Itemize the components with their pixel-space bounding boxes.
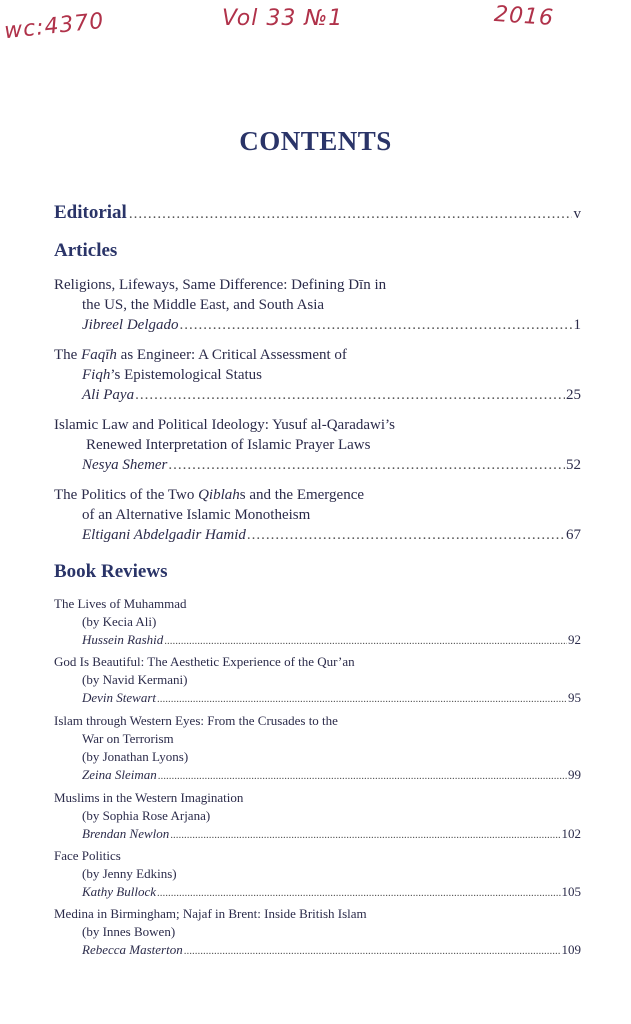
dot-leader — [157, 884, 560, 902]
page-number: 102 — [561, 826, 581, 841]
dot-leader — [129, 206, 572, 223]
page-number: 52 — [566, 457, 581, 473]
review-book-author: (by Navid Kermani) — [82, 672, 188, 687]
title-text: s and the Emergence — [239, 487, 365, 503]
dot-leader — [157, 690, 567, 708]
article-author-row — [54, 385, 581, 405]
page-number: 105 — [561, 884, 581, 899]
review-entry[interactable] — [54, 595, 581, 650]
review-entry[interactable] — [54, 905, 581, 960]
dot-leader — [168, 455, 565, 475]
reviewer-name: Rebecca Masterton — [82, 942, 183, 957]
article-entry[interactable] — [54, 485, 581, 545]
article-author-row — [54, 455, 581, 475]
dot-leader — [135, 385, 565, 405]
article-title-line: Religions, Lifeways, Same Difference: Defining Dīn in — [54, 277, 387, 293]
page-number: 92 — [568, 632, 581, 647]
page-number: 95 — [568, 690, 581, 705]
review-author-row — [54, 941, 581, 960]
article-entry[interactable] — [54, 275, 581, 335]
review-author-row — [54, 766, 581, 785]
dot-leader — [170, 826, 560, 844]
title-italic: Faqīh — [81, 347, 117, 363]
editorial-label: Editorial — [54, 202, 127, 223]
page-number: 99 — [568, 767, 581, 782]
page-number: 109 — [561, 942, 581, 957]
handwritten-year: 2016 — [493, 1, 555, 32]
toc-editorial-row[interactable] — [54, 202, 581, 224]
dot-leader — [158, 767, 567, 785]
title-text: The Politics of the Two — [54, 487, 199, 503]
review-title-line: Muslims in the Western Imagination — [54, 790, 244, 805]
title-text: The — [54, 347, 82, 363]
review-book-author: (by Kecia Ali) — [82, 614, 157, 629]
review-entry[interactable] — [54, 712, 581, 785]
article-author: Nesya Shemer — [82, 457, 168, 473]
review-author-row — [54, 689, 581, 708]
title-text: ’s Epistemological Status — [110, 367, 262, 383]
review-entry[interactable] — [54, 847, 581, 902]
article-author-row — [54, 525, 581, 545]
article-author: Jibreel Delgado — [82, 317, 179, 333]
review-entry[interactable] — [54, 789, 581, 844]
review-author-row — [54, 825, 581, 844]
reviewer-name: Kathy Bullock — [82, 884, 157, 899]
handwritten-volume: Vol 33 №1 — [222, 6, 344, 31]
review-book-author: (by Sophia Rose Arjana) — [82, 808, 211, 823]
page-number: v — [573, 206, 581, 222]
review-title-line: The Lives of Muhammad — [54, 596, 187, 611]
section-heading-book-reviews: Book Reviews — [54, 561, 168, 582]
review-title-line: Islam through Western Eyes: From the Crusades to the — [54, 713, 338, 728]
article-title-line: the US, the Middle East, and South Asia — [82, 297, 325, 313]
page-number: 1 — [573, 317, 581, 333]
article-title-line — [54, 345, 581, 365]
reviewer-name: Devin Stewart — [82, 690, 157, 705]
review-title-line: God Is Beautiful: The Aesthetic Experience of the Qur’an — [54, 654, 355, 669]
handwritten-call-number: wc:4370 — [2, 8, 106, 45]
article-title-line — [54, 365, 581, 385]
article-title-line: Renewed Interpretation of Islamic Prayer Laws — [86, 437, 371, 453]
article-author: Ali Paya — [82, 387, 135, 403]
review-book-author: (by Jenny Edkins) — [82, 866, 177, 881]
title-italic: Qiblah — [198, 487, 240, 503]
dot-leader — [164, 632, 567, 650]
review-title-line: Medina in Birmingham; Najaf in Brent: Inside British Islam — [54, 906, 367, 921]
title-italic: Fiqh — [82, 367, 111, 383]
article-author-row — [54, 315, 581, 335]
page-title: CONTENTS — [239, 126, 392, 156]
dot-leader — [180, 315, 573, 335]
article-title-line: of an Alternative Islamic Monotheism — [82, 507, 311, 523]
section-heading-articles: Articles — [54, 240, 118, 261]
reviewer-name: Hussein Rashid — [82, 632, 164, 647]
review-author-row — [54, 631, 581, 650]
review-title-line: War on Terrorism — [82, 731, 174, 746]
article-entry[interactable] — [54, 415, 581, 475]
review-title-line: Face Politics — [54, 848, 121, 863]
article-author: Eltigani Abdelgadir Hamid — [82, 527, 246, 543]
article-title-line: Islamic Law and Political Ideology: Yusuf al-Qaradawi’s — [54, 417, 396, 433]
dot-leader — [184, 942, 561, 960]
article-entry[interactable] — [54, 345, 581, 405]
review-author-row — [54, 883, 581, 902]
review-book-author: (by Jonathan Lyons) — [82, 749, 189, 764]
dot-leader — [247, 525, 565, 545]
article-title-line — [54, 485, 581, 505]
review-book-author: (by Innes Bowen) — [82, 924, 176, 939]
page-number: 25 — [566, 387, 581, 403]
title-text: as Engineer: A Critical Assessment of — [116, 347, 347, 363]
reviewer-name: Brendan Newlon — [82, 826, 170, 841]
review-entry[interactable] — [54, 653, 581, 708]
reviewer-name: Zeina Sleiman — [82, 767, 157, 782]
page-number: 67 — [566, 527, 581, 543]
